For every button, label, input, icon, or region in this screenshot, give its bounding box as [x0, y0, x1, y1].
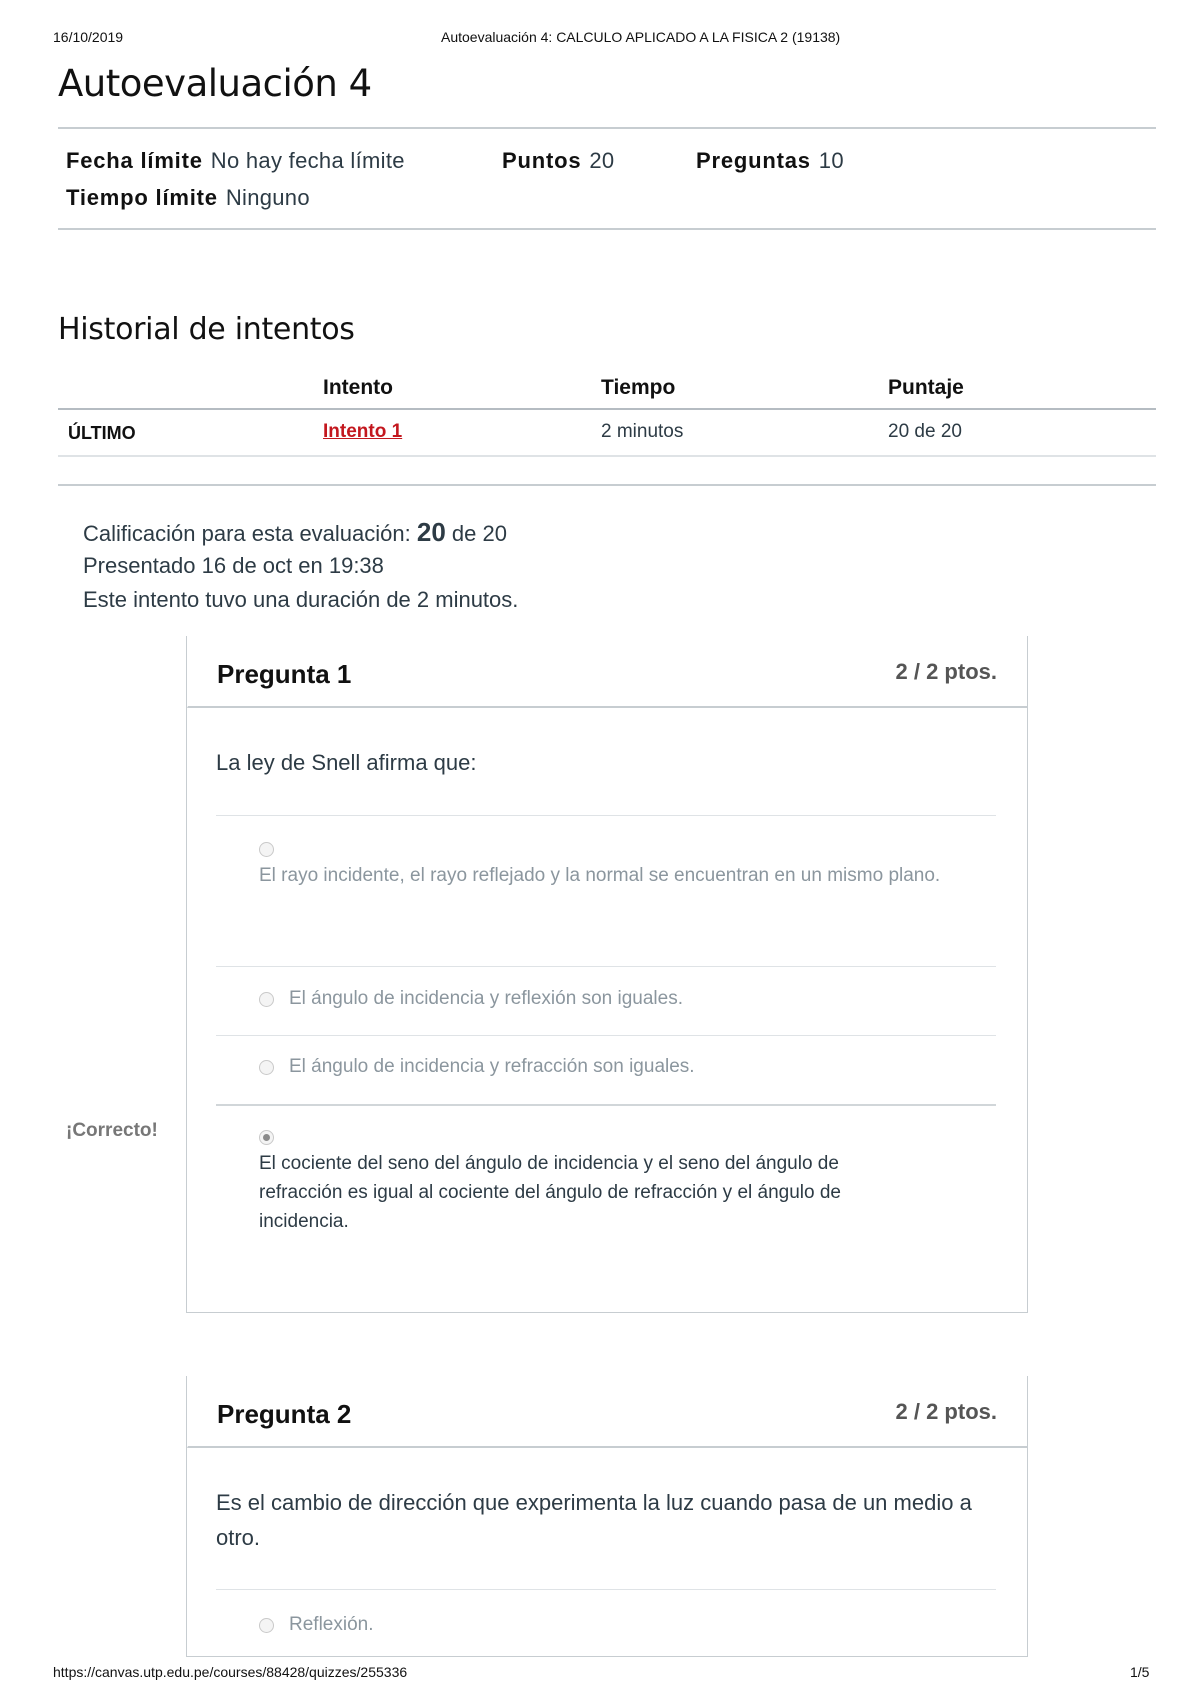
answer-3-text: El ángulo de incidencia y refracción son iguales. [289, 1056, 695, 1077]
answer-3-radio[interactable] [259, 1060, 274, 1075]
history-header-score: Puntaje [888, 376, 964, 399]
print-url: https://canvas.utp.edu.pe/courses/88428/quizzes/255336 [53, 1664, 408, 1680]
answer-2-radio[interactable] [259, 992, 274, 1007]
grade-summary [83, 517, 507, 548]
questions-label: Preguntas [696, 148, 811, 173]
due-date-value: No hay fecha límite [210, 148, 405, 173]
answer-1-radio[interactable] [259, 842, 274, 857]
question-2-points: 2 / 2 ptos. [895, 1399, 997, 1424]
due-date-label: Fecha límite [66, 148, 203, 173]
answer-divider [216, 1104, 996, 1106]
answer-divider [216, 1035, 996, 1036]
page-title: Autoevaluación 4 [58, 62, 372, 105]
questions-value: 10 [818, 148, 844, 173]
history-title: Historial de intentos [58, 312, 355, 347]
points-value: 20 [589, 148, 615, 173]
print-doc-title: Autoevaluación 4: CALCULO APLICADO A LA FISICA 2 (19138) [441, 29, 841, 45]
answer-1-text: Reflexión. [289, 1614, 374, 1635]
question-2-title: Pregunta 2 [217, 1399, 352, 1429]
time-limit [66, 185, 310, 211]
answer-4-radio[interactable] [259, 1130, 274, 1145]
print-page-number: 1/5 [1130, 1664, 1150, 1680]
divider [58, 228, 1156, 230]
duration-text: Este intento tuvo una duración de 2 minutos. [83, 587, 519, 612]
points-label: Puntos [502, 148, 582, 173]
answer-divider [216, 1589, 996, 1590]
due-date [66, 148, 405, 174]
table-row-divider [58, 455, 1156, 457]
answer-divider [216, 966, 996, 967]
answer-1-text: El rayo incidente, el rayo reflejado y la normal se encuentran en un mismo plano. [259, 865, 941, 886]
grade-prefix: Calificación para esta evaluación: [83, 521, 411, 546]
question-1-header [187, 636, 1027, 708]
answer-4-text: El cociente del seno del ángulo de incidencia y el seno del ángulo de refracción es igual al cociente del ángulo de refracción y el ángulo de incidencia. [259, 1153, 841, 1232]
divider [58, 127, 1156, 129]
time-limit-value: Ninguno [225, 185, 310, 210]
history-score: 20 de 20 [888, 421, 962, 442]
question-1-title: Pregunta 1 [217, 659, 352, 689]
history-header-time: Tiempo [601, 376, 676, 399]
grade-score: 20 [416, 517, 446, 547]
points [502, 148, 614, 174]
divider [58, 484, 1156, 486]
attempt-link[interactable]: Intento 1 [323, 421, 403, 442]
question-1-text: La ley de Snell afirma que: [216, 750, 477, 775]
table-header-divider [58, 408, 1156, 410]
time-limit-label: Tiempo límite [66, 185, 218, 210]
history-header-attempt: Intento [323, 376, 393, 399]
answer-divider [216, 815, 996, 816]
questions-count [696, 148, 844, 174]
answer-2-text: El ángulo de incidencia y reflexión son iguales. [289, 988, 683, 1009]
correct-flag: ¡Correcto! [66, 1120, 158, 1141]
history-latest-tag: ÚLTIMO [68, 423, 136, 443]
submitted-text: Presentado 16 de oct en 19:38 [83, 553, 384, 578]
answer-1-radio[interactable] [259, 1618, 274, 1633]
question-2 [186, 1376, 1028, 1657]
print-date: 16/10/2019 [53, 29, 124, 45]
question-2-header [187, 1376, 1027, 1448]
question-2-text: Es el cambio de dirección que experimenta la luz cuando pasa de un medio a otro. [216, 1490, 972, 1550]
question-1-points: 2 / 2 ptos. [895, 659, 997, 684]
question-1 [186, 636, 1028, 1313]
grade-suffix: de 20 [451, 521, 507, 546]
history-time: 2 minutos [601, 421, 684, 442]
